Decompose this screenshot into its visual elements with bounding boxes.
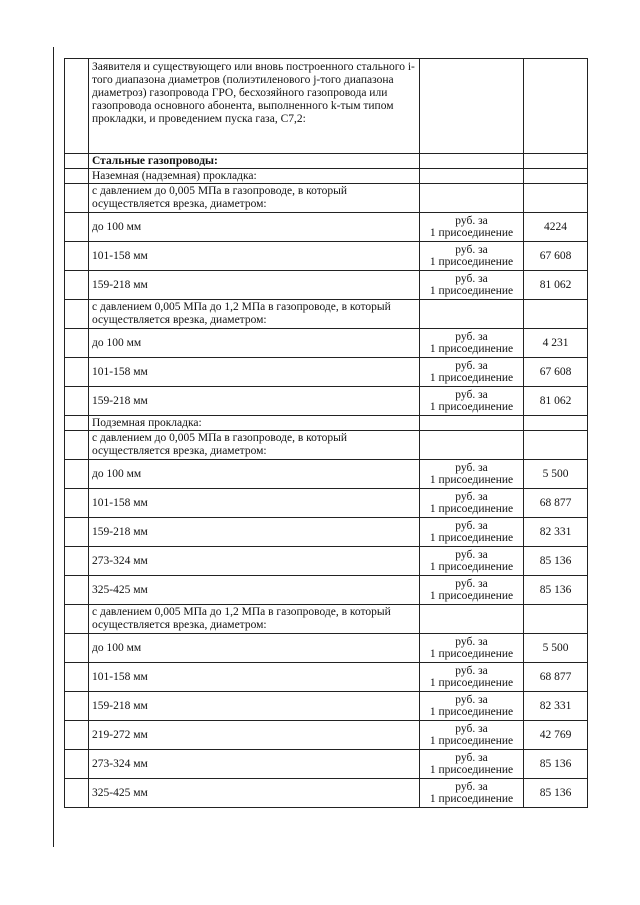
unit-line-2: 1 присоединение [429,764,514,776]
fee-value: 85 136 [524,547,588,576]
number-cell [65,663,89,692]
unit-cell [420,300,524,329]
table-row [65,518,588,547]
unit-label [420,663,524,692]
number-cell [65,576,89,605]
unit-line-1: руб. за [455,331,488,343]
diameter-label: 273-324 мм [89,750,420,779]
unit-line-2: 1 присоединение [429,343,514,355]
fee-value: 68 877 [524,663,588,692]
table-row [65,634,588,663]
number-cell [65,59,89,154]
number-cell [65,184,89,213]
fee-value: 4 231 [524,329,588,358]
unit-line-1: руб. за [455,244,488,256]
table-row [65,489,588,518]
unit-line-2: 1 присоединение [429,561,514,573]
pressure-condition-row [65,184,588,213]
fee-value: 85 136 [524,576,588,605]
number-cell [65,416,89,431]
number-cell [65,431,89,460]
unit-label [420,387,524,416]
unit-cell [420,169,524,184]
unit-line-2: 1 присоединение [429,401,514,413]
table-row [65,721,588,750]
diameter-label: 159-218 мм [89,387,420,416]
section-heading-row [65,154,588,169]
tariff-table [64,58,588,808]
diameter-label: 159-218 мм [89,692,420,721]
tariff-table-body [65,59,588,808]
unit-label [420,576,524,605]
unit-label [420,489,524,518]
diameter-label: до 100 мм [89,213,420,242]
diameter-label: 101-158 мм [89,242,420,271]
unit-line-1: руб. за [455,215,488,227]
unit-label [420,779,524,808]
value-cell [524,416,588,431]
number-cell [65,300,89,329]
unit-label [420,634,524,663]
unit-label [420,358,524,387]
unit-label [420,213,524,242]
unit-cell [420,154,524,169]
diameter-label: 273-324 мм [89,547,420,576]
number-cell [65,547,89,576]
diameter-label: 159-218 мм [89,518,420,547]
unit-line-2: 1 присоединение [429,735,514,747]
number-cell [65,489,89,518]
value-cell [524,154,588,169]
unit-line-1: руб. за [455,636,488,648]
unit-cell [420,605,524,634]
unit-line-1: руб. за [455,273,488,285]
value-cell [524,59,588,154]
table-row [65,779,588,808]
unit-line-2: 1 присоединение [429,590,514,602]
unit-cell [420,416,524,431]
unit-line-1: руб. за [455,723,488,735]
intro-description: Заявителя и существующего или вновь построенного стального i-того диапазона диаметров (полиэтиленового j-того диапазона диаметроз) газопровода ГРО, бесхозяйного газопровода или газопровода основного абонента, выполненного k-тым типом прокладки, и проведением пуска газа, С7,2: [89,59,420,154]
diameter-label: 159-218 мм [89,271,420,300]
unit-line-2: 1 присоединение [429,706,514,718]
fee-value: 4224 [524,213,588,242]
unit-line-2: 1 присоединение [429,372,514,384]
number-cell [65,634,89,663]
table-row [65,750,588,779]
unit-line-1: руб. за [455,520,488,532]
unit-label [420,460,524,489]
unit-line-2: 1 присоединение [429,503,514,515]
table-row [65,547,588,576]
pressure-condition-row [65,605,588,634]
unit-line-1: руб. за [455,694,488,706]
table-row [65,692,588,721]
diameter-label: до 100 мм [89,329,420,358]
number-cell [65,154,89,169]
unit-line-1: руб. за [455,360,488,372]
unit-cell [420,59,524,154]
laying-type-row [65,416,588,431]
value-cell [524,184,588,213]
intro-row [65,59,588,154]
diameter-label: 101-158 мм [89,489,420,518]
unit-cell [420,431,524,460]
laying-type-row [65,169,588,184]
unit-line-2: 1 присоединение [429,648,514,660]
number-cell [65,242,89,271]
pressure-condition-row [65,300,588,329]
fee-value: 5 500 [524,460,588,489]
unit-line-2: 1 присоединение [429,256,514,268]
fee-value: 67 608 [524,358,588,387]
diameter-label: 101-158 мм [89,663,420,692]
unit-label [420,547,524,576]
unit-line-2: 1 присоединение [429,532,514,544]
table-row [65,387,588,416]
pressure-condition-label: с давлением 0,005 МПа до 1,2 МПа в газопроводе, в который осуществляется врезка, диаметром: [89,300,420,329]
value-cell [524,431,588,460]
unit-line-1: руб. за [455,491,488,503]
table-row [65,358,588,387]
unit-label [420,518,524,547]
number-cell [65,721,89,750]
number-cell [65,692,89,721]
diameter-label: 219-272 мм [89,721,420,750]
laying-type-label: Подземная прокладка: [89,416,420,431]
fee-value: 85 136 [524,750,588,779]
pressure-condition-row [65,431,588,460]
number-cell [65,387,89,416]
unit-label [420,692,524,721]
value-cell [524,169,588,184]
diameter-label: 101-158 мм [89,358,420,387]
fee-value: 82 331 [524,692,588,721]
unit-label [420,242,524,271]
unit-line-2: 1 присоединение [429,285,514,297]
unit-line-2: 1 присоединение [429,677,514,689]
unit-line-1: руб. за [455,752,488,764]
number-cell [65,750,89,779]
fee-value: 81 062 [524,271,588,300]
value-cell [524,300,588,329]
number-cell [65,271,89,300]
unit-line-1: руб. за [455,665,488,677]
fee-value: 67 608 [524,242,588,271]
table-row [65,271,588,300]
pressure-condition-label: с давлением 0,005 МПа до 1,2 МПа в газопроводе, в который осуществляется врезка, диаметром: [89,605,420,634]
diameter-label: до 100 мм [89,460,420,489]
value-cell [524,605,588,634]
unit-label [420,721,524,750]
fee-value: 85 136 [524,779,588,808]
unit-line-1: руб. за [455,549,488,561]
number-cell [65,329,89,358]
fee-value: 42 769 [524,721,588,750]
unit-line-1: руб. за [455,578,488,590]
table-row [65,576,588,605]
fee-value: 5 500 [524,634,588,663]
diameter-label: до 100 мм [89,634,420,663]
table-row [65,329,588,358]
section-heading: Стальные газопроводы: [89,154,420,169]
unit-label [420,271,524,300]
number-cell [65,779,89,808]
pressure-condition-label: с давлением до 0,005 МПа в газопроводе, в который осуществляется врезка, диаметром: [89,184,420,213]
unit-line-1: руб. за [455,781,488,793]
table-row [65,213,588,242]
margin-line [53,47,54,847]
number-cell [65,605,89,634]
fee-value: 82 331 [524,518,588,547]
unit-label [420,329,524,358]
diameter-label: 325-425 мм [89,576,420,605]
fee-value: 68 877 [524,489,588,518]
table-row [65,663,588,692]
unit-line-2: 1 присоединение [429,793,514,805]
unit-line-2: 1 присоединение [429,474,514,486]
unit-line-1: руб. за [455,462,488,474]
number-cell [65,358,89,387]
number-cell [65,460,89,489]
number-cell [65,518,89,547]
number-cell [65,169,89,184]
unit-line-2: 1 присоединение [429,227,514,239]
table-row [65,242,588,271]
laying-type-label: Наземная (надземная) прокладка: [89,169,420,184]
unit-cell [420,184,524,213]
number-cell [65,213,89,242]
table-row [65,460,588,489]
pressure-condition-label: с давлением до 0,005 МПа в газопроводе, в который осуществляется врезка, диаметром: [89,431,420,460]
unit-label [420,750,524,779]
diameter-label: 325-425 мм [89,779,420,808]
unit-line-1: руб. за [455,389,488,401]
fee-value: 81 062 [524,387,588,416]
